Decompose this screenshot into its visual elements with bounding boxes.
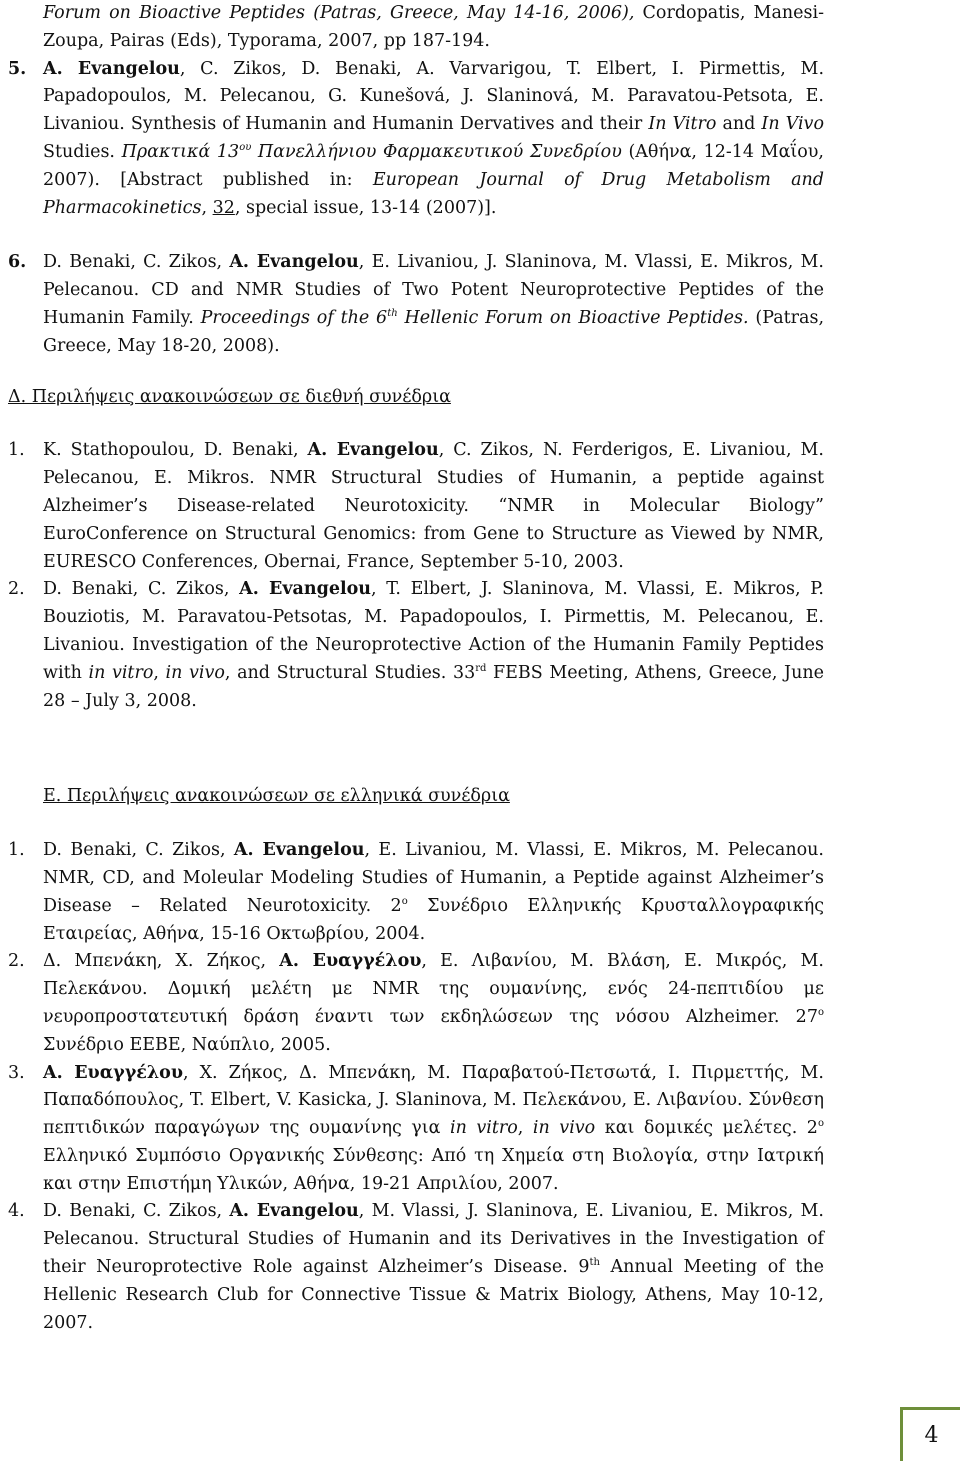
reference-item-6 <box>8 249 824 360</box>
reference-text: , and Structural Studies. 33 <box>224 662 476 683</box>
highlighted-author: Evangelou <box>77 58 180 79</box>
section-heading-d <box>8 384 824 412</box>
reference-number: 2. <box>8 951 25 972</box>
reference-item <box>8 437 824 576</box>
reference-text: FEBS Meeting, Athens, Greece, June 28 – July 3, 2008. <box>43 662 824 711</box>
reference-number: 3. <box>8 1062 25 1083</box>
reference-text: , Χ. Ζήκος, Δ. Μπενάκη, Μ. Παραβατού-Πετσωτά, Ι. Πιρμεττής, Μ. Παπαδόπουλος, T. Elbert, V. Kasicka, J. Slaninova, Μ. Πελεκάνου, Ε. Λιβανίου. Σύνθεση πεπτιδικών παραγώγων της ουμανίνης για <box>43 1062 824 1139</box>
in-vivo: in vivo <box>165 662 225 683</box>
in-vitro: In Vitro <box>648 114 717 135</box>
page-number: 4 <box>924 1423 939 1448</box>
studies: Studies. <box>43 141 122 162</box>
sup: rd <box>475 662 487 674</box>
authors: D. Benaki, C. Zikos, <box>43 1201 230 1222</box>
proceedings-date: (Patras, Greece, May 18-20, 2008). <box>43 307 825 356</box>
reference-text: Συνέδριο Ελληνικής Κρυσταλλογραφικής Εταιρείας, Αθήνα, 15-16 Οκτωβρίου, 2004. <box>43 895 824 944</box>
section-title: Δ. Περιλήψεις ανακοινώσεων σε διεθνή συνέδρια <box>8 386 451 407</box>
reference-text: Annual Meeting of the Hellenic Research Club for Connective Tissue & Matrix Biology, Athens, May 10-12, 2007. <box>43 1257 825 1333</box>
conj: and <box>716 114 762 135</box>
volume: 32 <box>212 197 235 218</box>
reference-number: 5. <box>8 58 27 79</box>
authors: , C. Zikos, D. Benaki, A. Varvarigou, T. Elbert, I. Pirmettis, M. Papadopoulos, M. Pelecanou, G. Kunešová, J. Slaninová, M. Paravatou-Petsota, E. Livaniou. <box>43 58 825 135</box>
highlighted-author: A. Evangelou <box>229 252 359 273</box>
authors: Δ. Μπενάκη, Χ. Ζήκος, <box>43 951 280 972</box>
sep: , <box>201 197 213 218</box>
highlighted-author: A. Evangelou <box>307 440 439 461</box>
reference-text: , Ε. Λιβανίου, Μ. Βλάση, Ε. Μικρός, Μ. Πελεκάνου. Δομική μελέτη με NMR της ουμανίνης, ενός 24-πεπτιδίου με νευροπροστατευτική δράση έναντι των εκδηλώσεων της νόσου Alzheimer. 27 <box>43 951 824 1027</box>
proceedings: Proceedings of the 6 <box>200 307 388 328</box>
sup: ο <box>817 1118 824 1130</box>
authors: D. Benaki, C. Zikos, <box>43 840 234 861</box>
sep: , <box>517 1118 533 1139</box>
reference-item <box>8 837 824 948</box>
abstract-note: [Abstract published in: <box>99 169 373 190</box>
sep: , <box>153 662 166 683</box>
reference-number: 1. <box>8 440 25 461</box>
reference-item <box>8 948 824 1059</box>
reference-continuation <box>8 0 824 56</box>
proceedings-date: (Αθήνα, 12-14 Μαΐου, 2007). <box>43 141 824 190</box>
title: Synthesis of Humanin and Humanin Dervatives and their <box>124 114 649 135</box>
journal: European Journal of Drug Metabolism and Pharmacokinetics <box>43 169 824 218</box>
sup: ο <box>817 1007 824 1019</box>
reference-text: , T. Elbert, J. Slaninova, M. Vlassi, E. Mikros, P. Bouziotis, M. Paravatou-Petsotas, M. Papadopoulos, I. Pirmettis, M. Pelecanou, E. Livaniou. Investigation of the Neuroprotective Action of the Humanin Family Peptides with <box>43 579 824 683</box>
reference-text: Ελληνικό Συμπόσιο Οργανικής Σύνθεσης: Από τη Χημεία στη Βιολογία, στην Ιατρική και στην Επιστήμη Υλικών, Αθήνα, 19-21 Απριλίου, 2007. <box>43 1145 824 1194</box>
document-page <box>8 0 824 1337</box>
sup: ου <box>239 142 252 154</box>
reference-number: 1. <box>8 840 25 861</box>
section-heading-e <box>8 783 824 811</box>
reference-text: Cordopatis, Manesi-Zoupa, Pairas (Eds), Typorama, 2007, pp 187-194. <box>43 3 825 51</box>
sup: th <box>387 308 398 320</box>
highlighted-author: A. Evangelou <box>239 579 372 600</box>
authors: D. Benaki, C. Zikos, <box>43 252 230 273</box>
in-vitro: in vitro <box>88 662 154 683</box>
reference-number: 6. <box>8 252 27 273</box>
proceedings: Πρακτικά 13 <box>121 141 240 162</box>
sup: ο <box>401 895 408 907</box>
reference-text: , E. Livaniou, M. Vlassi, E. Mikros, M. Pelecanou. NMR, CD, and Moleular Modeling Studies of Humanin, a Peptide against Alzheimer’s Disease – Related Neurotoxicity. 2 <box>43 840 824 916</box>
reference-item-5 <box>8 56 824 223</box>
author-prefix: A. <box>43 58 78 79</box>
in-vivo: In Vivo <box>761 114 824 135</box>
reference-item <box>8 1060 824 1199</box>
section-title: Ε. Περιλήψεις ανακοινώσεων σε ελληνικά συνέδρια <box>43 786 510 807</box>
section-e-list <box>8 837 824 1337</box>
page-number-box <box>900 1407 960 1461</box>
reference-item <box>8 576 824 715</box>
reference-number: 2. <box>8 579 25 600</box>
abstract-post: , special issue, 13-14 (2007)]. <box>234 197 497 218</box>
reference-text: , M. Vlassi, J. Slaninova, E. Livaniou, E. Mikros, M. Pelecanou. Structural Studies of Humanin and its Derivatives in the Investigation of their Neuroprotective Role against Alzheimer’s Disease. 9 <box>43 1201 824 1278</box>
authors: D. Benaki, C. Zikos, <box>43 579 240 600</box>
section-d-list <box>8 437 824 715</box>
proceedings-cont: Hellenic Forum on Bioactive Peptides. <box>397 307 749 328</box>
sup: th <box>589 1257 600 1269</box>
title: , E. Livaniou, J. Slaninova, M. Vlassi, E. Mikros, M. Pelecanou. CD and NMR Studies of Two Potent Neuroprotective Peptides of the Humanin Family. <box>43 252 824 328</box>
highlighted-author: A. Evangelou <box>229 1201 359 1222</box>
in-vitro: in vitro <box>449 1118 518 1139</box>
reference-item <box>8 1198 824 1337</box>
highlighted-author: Α. Ευαγγέλου <box>279 951 422 972</box>
reference-text: , C. Zikos, N. Ferderigos, E. Livaniou, M. Pelecanou, E. Mikros. NMR Structural Studies of Humanin, a peptide against Alzheimer’s Disease-related Neurotoxicity. “NMR in Molecular Biology” EuroConference on Structural Genomics: from Gene to Structure as Viewed by NMR, EURESCO Conferences, Obernai, France, September 5-10, 2003. <box>43 440 824 572</box>
forum-italic: Forum on Bioactive Peptides (Patras, Greece, May 14-16, 2006), <box>43 3 635 23</box>
in-vivo: in vivo <box>532 1118 596 1139</box>
reference-number: 4. <box>8 1201 25 1222</box>
authors: K. Stathopoulou, D. Benaki, <box>43 440 308 461</box>
proceedings-cont: Πανελλήνιου Φαρμακευτικού Συνεδρίου <box>251 141 622 162</box>
highlighted-author: A. Evangelou <box>233 840 365 861</box>
highlighted-author: Α. Ευαγγέλου <box>43 1062 183 1083</box>
reference-text: και δομικές μελέτες. 2 <box>595 1118 818 1139</box>
reference-text: Συνέδριο ΕΕΒΕ, Ναύπλιο, 2005. <box>43 1034 331 1055</box>
